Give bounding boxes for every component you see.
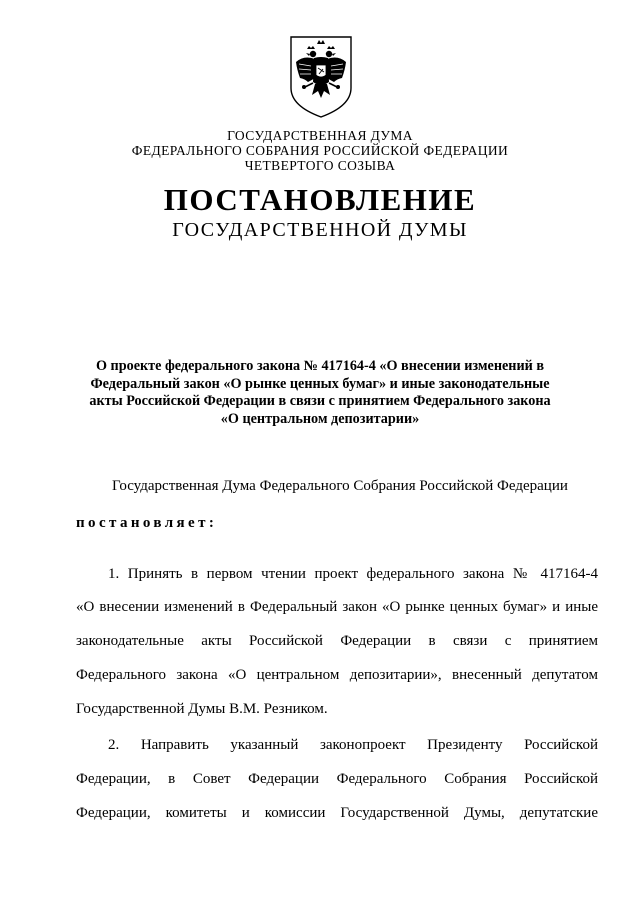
paragraph-1-line-4: Федерального закона «О центральном депозитарии», внесенный депутатом	[76, 667, 598, 683]
subject-line-1: О проекте федерального закона № 417164-4 «О внесении изменений в	[95, 358, 545, 374]
header-line-assembly: ФЕДЕРАЛЬНОГО СОБРАНИЯ РОССИЙСКОЙ ФЕДЕРАЦИИ	[131, 143, 509, 158]
paragraph-1-line-5: Государственной Думы В.М. Резником.	[76, 701, 328, 717]
coat-of-arms-icon	[288, 34, 354, 120]
paragraph-2-line-2: Федерации, в Совет Федерации Федерального Собрания Российской	[76, 771, 598, 787]
paragraph-1-line-1: 1. Принять в первом чтении проект федерального закона № 417164-4	[108, 566, 598, 582]
document-type: ПОСТАНОВЛЕНИЕ	[163, 182, 477, 217]
paragraph-1-line-3: законодательные акты Российской Федерации в связи с принятием	[76, 633, 598, 649]
document-issuer: ГОСУДАРСТВЕННОЙ ДУМЫ	[172, 219, 468, 241]
paragraph-2-line-3: Федерации, комитеты и комиссии Государственной Думы, депутатские	[76, 805, 598, 821]
subject-line-2: Федеральный закон «О рынке ценных бумаг» и иные законодательные	[90, 376, 550, 392]
resolves-word: постановляет:	[76, 515, 218, 531]
header-line-duma: ГОСУДАРСТВЕННАЯ ДУМА	[227, 128, 413, 143]
paragraph-2-line-1: 2. Направить указанный законопроект Президенту Российской	[108, 737, 598, 753]
paragraph-1-line-2: «О внесении изменений в Федеральный закон «О рынке ценных бумаг» и иные	[76, 599, 598, 615]
subject-line-3: акты Российской Федерации в связи с принятием Федерального закона	[89, 393, 551, 409]
preamble: Государственная Дума Федерального Собрания Российской Федерации	[112, 478, 568, 494]
header-line-convocation: ЧЕТВЕРТОГО СОЗЫВА	[244, 158, 396, 173]
subject-line-4: «О центральном депозитарии»	[220, 411, 420, 427]
